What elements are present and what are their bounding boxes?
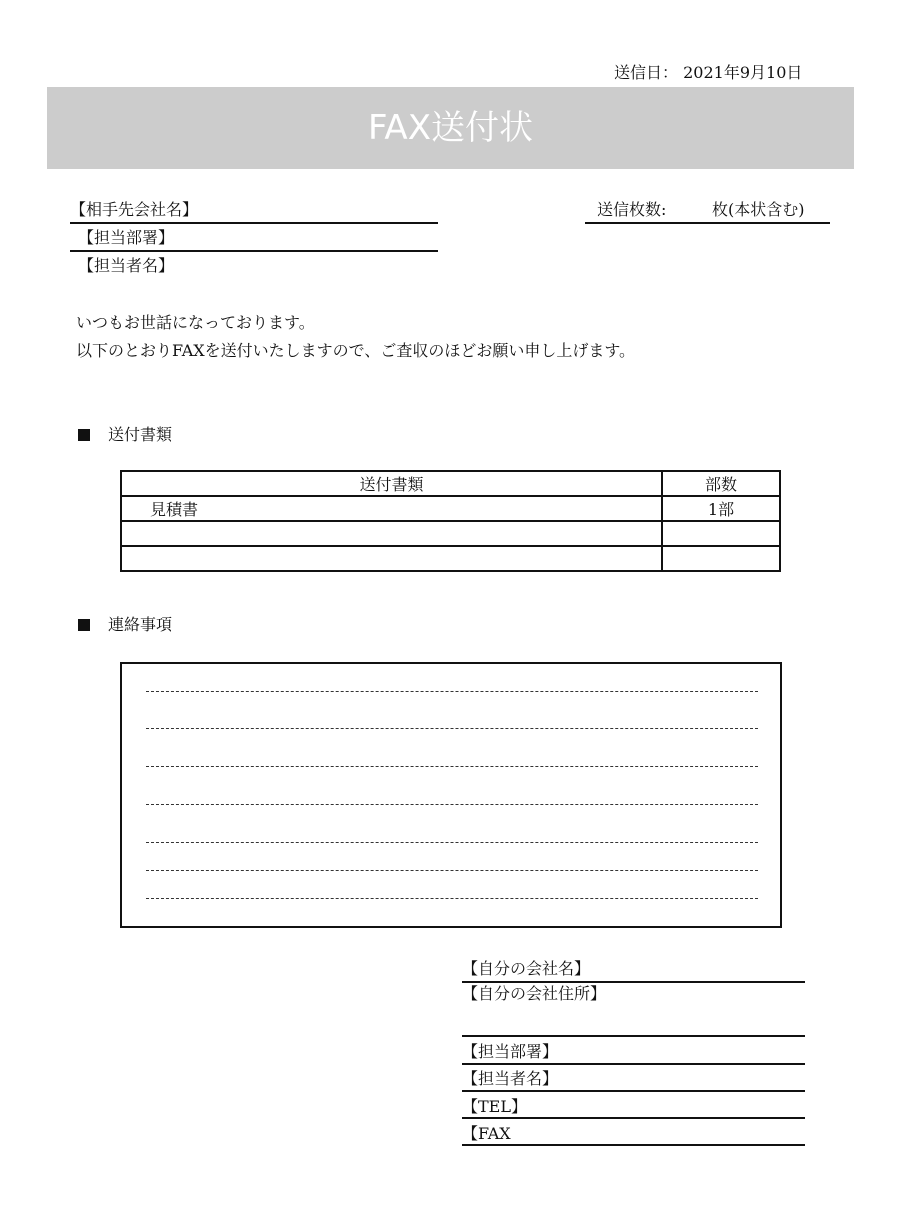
sender-department-field[interactable]: 【担当部署】 — [462, 1042, 559, 1061]
page-count-underline — [585, 222, 830, 224]
sender-company-field[interactable]: 【自分の会社名】 — [462, 959, 591, 978]
table-header-row — [121, 471, 780, 496]
notes-dashed-line — [146, 728, 758, 729]
recipient-department-underline — [70, 250, 438, 252]
notes-dashed-line — [146, 691, 758, 692]
recipient-company-field[interactable]: 【相手先会社名】 — [70, 200, 199, 219]
table-row — [121, 546, 780, 571]
send-date — [614, 63, 802, 83]
sender-fax-field[interactable]: 【FAX — [462, 1124, 511, 1143]
documents-section-heading — [78, 422, 172, 445]
greeting-line-2: 以下のとおりFAXを送付いたしますので、ご査収のほどお願い申し上げます。 — [76, 341, 636, 360]
document-name-cell[interactable] — [121, 546, 662, 571]
document-name-cell[interactable]: 見積書 — [121, 496, 662, 521]
sender-department-underline — [462, 1063, 805, 1065]
square-bullet-icon — [78, 429, 90, 441]
sender-fax-underline — [462, 1144, 805, 1146]
square-bullet-icon — [78, 619, 90, 631]
sender-address-underline — [462, 1035, 805, 1037]
greeting-line-1: いつもお世話になっております。 — [76, 313, 315, 332]
sender-address-field[interactable]: 【自分の会社住所】 — [462, 984, 607, 1003]
recipient-person-field[interactable]: 【担当者名】 — [78, 256, 175, 275]
page-count-label: 送信枚数: — [597, 200, 667, 219]
recipient-company-underline — [70, 222, 438, 224]
header-document-name: 送付書類 — [121, 471, 662, 496]
notes-box[interactable] — [120, 662, 782, 928]
notes-dashed-line — [146, 766, 758, 767]
recipient-department-field[interactable]: 【担当部署】 — [78, 228, 175, 247]
notes-section-title: 連絡事項 — [108, 615, 173, 634]
send-date-label: 送信日： — [614, 63, 679, 82]
document-quantity-cell[interactable] — [662, 521, 780, 546]
notes-dashed-line — [146, 898, 758, 899]
header-quantity: 部数 — [662, 471, 780, 496]
notes-dashed-line — [146, 870, 758, 871]
documents-section-title: 送付書類 — [108, 425, 173, 444]
table-row — [121, 521, 780, 546]
document-quantity-cell[interactable] — [662, 546, 780, 571]
table-row — [121, 496, 780, 521]
sender-company-underline — [462, 981, 805, 983]
notes-dashed-line — [146, 804, 758, 805]
page-title: FAX送付状 — [47, 87, 854, 169]
notes-section-heading — [78, 612, 172, 635]
document-name-cell[interactable] — [121, 521, 662, 546]
documents-table — [120, 470, 781, 572]
sender-person-underline — [462, 1090, 805, 1092]
sender-person-field[interactable]: 【担当者名】 — [462, 1069, 559, 1088]
document-quantity-cell[interactable]: 1部 — [662, 496, 780, 521]
sender-tel-field[interactable]: 【TEL】 — [462, 1097, 527, 1116]
notes-dashed-line — [146, 842, 758, 843]
sender-tel-underline — [462, 1117, 805, 1119]
page-count-suffix: 枚(本状含む) — [712, 200, 805, 219]
send-date-value: 2021年9月10日 — [683, 63, 803, 82]
